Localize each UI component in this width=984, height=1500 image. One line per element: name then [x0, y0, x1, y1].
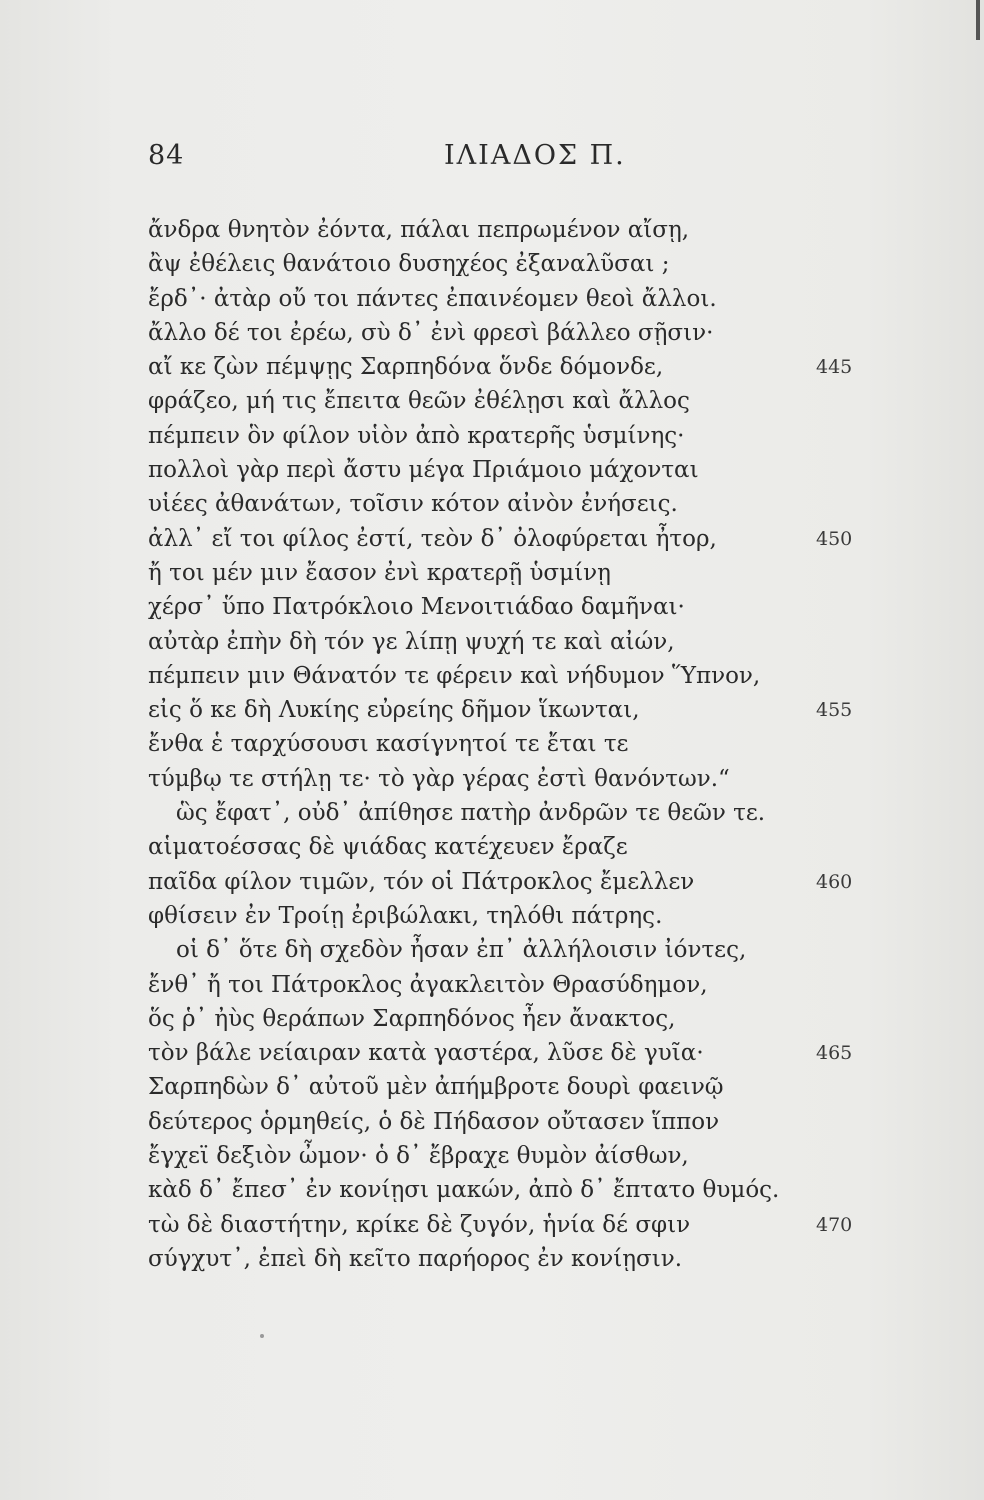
verse-line [148, 796, 868, 830]
verse-line [148, 487, 868, 521]
verse-line [148, 384, 868, 418]
line-number: 465 [816, 1042, 853, 1065]
verse-text: κὰδ δ᾽ ἔπεσ᾽ ἐν κονίῃσι μακών, ἀπὸ δ᾽ ἔπτατο θυμός. [148, 1177, 780, 1204]
verse-text: ἂψ ἐθέλεις θανάτοιο δυσηχέος ἐξαναλῦσαι ; [148, 251, 670, 278]
verse-text: ἤ τοι μέν μιν ἔασον ἐνὶ κρατερῇ ὑσμίνῃ [148, 559, 611, 586]
verse-line [148, 830, 868, 864]
verse-text: χέρσ᾽ ὕπο Πατρόκλοιο Μενοιτιάδαο δαμῆναι· [148, 594, 685, 621]
verse-text: ἔρδ᾽· ἀτὰρ οὔ τοι πάντες ἐπαινέομεν θεοὶ ἄλλοι. [148, 285, 717, 312]
verse-line [148, 1105, 868, 1139]
verse-line [148, 625, 868, 659]
verse-line [148, 693, 868, 727]
scan-edge-mark [976, 0, 980, 40]
verse-text: ἄνδρα θνητὸν ἐόντα, πάλαι πεπρωμένον αἴσῃ, [148, 217, 690, 243]
verse-line [148, 1036, 868, 1070]
verse-text: ὅς ῥ᾽ ἠὺς θεράπων Σαρπηδόνος ἦεν ἄνακτος, [148, 1005, 676, 1032]
verse-text: πέμπειν ὃν φίλον υἱὸν ἀπὸ κρατερῆς ὑσμίνης· [148, 422, 685, 449]
verse-text: εἰς ὅ κε δὴ Λυκίης εὐρείης δῆμον ἵκωνται, [148, 697, 640, 724]
verse-line [148, 1070, 868, 1104]
page-number: 84 [148, 140, 185, 171]
verse-line [148, 316, 868, 350]
verse-text: Σαρπηδὼν δ᾽ αὐτοῦ μὲν ἀπήμβροτε δουρὶ φαεινῷ [148, 1074, 724, 1101]
verse-text: ἔνθα ἑ ταρχύσουσι κασίγνητοί τε ἔται τε [148, 731, 629, 758]
verse-line [148, 727, 868, 761]
verse-line [148, 453, 868, 487]
verse-text: παῖδα φίλον τιμῶν, τόν οἱ Πάτροκλος ἔμελλεν [148, 868, 695, 895]
verse-line [148, 933, 868, 967]
line-number: 450 [816, 527, 853, 550]
verse-line [148, 350, 868, 384]
verse-text: σύγχυτ᾽, ἐπεὶ δὴ κεῖτο παρήορος ἐν κονίῃσιν. [148, 1245, 683, 1272]
verse-line [148, 282, 868, 316]
verse-line [148, 213, 868, 247]
verse-line [148, 556, 868, 590]
verse-text: φράζεο, μή τις ἔπειτα θεῶν ἐθέλῃσι καὶ ἄλλος [148, 388, 690, 415]
verse-line [148, 1242, 868, 1276]
line-number: 460 [816, 870, 853, 893]
verse-text: πολλοὶ γὰρ περὶ ἄστυ μέγα Πριάμοιο μάχονται [148, 457, 699, 484]
line-number: 445 [816, 356, 853, 379]
line-number: 455 [816, 699, 853, 722]
verse-text: δεύτερος ὁρμηθείς, ὁ δὲ Πήδασον οὔτασεν ἵππον [148, 1108, 720, 1135]
verse-text: ἔνθ᾽ ἤ τοι Πάτροκλος ἀγακλειτὸν Θρασύδημον, [148, 971, 708, 998]
verse-line [148, 247, 868, 281]
page-header [148, 140, 828, 180]
verse-block [148, 213, 868, 1276]
verse-line [148, 1208, 868, 1242]
verse-line [148, 590, 868, 624]
paper-speck [260, 1334, 264, 1338]
verse-text: αἱματοέσσας δὲ ψιάδας κατέχευεν ἔραζε [148, 834, 628, 861]
verse-line [148, 522, 868, 556]
verse-text: ἀλλ᾽ εἴ τοι φίλος ἐστί, τεὸν δ᾽ ὀλοφύρεται ἦτορ, [148, 525, 717, 552]
verse-line [148, 419, 868, 453]
verse-text: οἱ δ᾽ ὅτε δὴ σχεδὸν ἦσαν ἐπ᾽ ἀλλήλοισιν ἰόντες, [176, 937, 747, 964]
verse-line [148, 1002, 868, 1036]
verse-line [148, 762, 868, 796]
verse-text: φθίσειν ἐν Τροίῃ ἐριβώλακι, τηλόθι πάτρης. [148, 902, 663, 929]
verse-text: ἔγχεϊ δεξιὸν ὦμον· ὁ δ᾽ ἔβραχε θυμὸν ἀίσθων, [148, 1143, 689, 1170]
verse-text: πέμπειν μιν Θάνατόν τε φέρειν καὶ νήδυμον Ὕπνον, [148, 662, 761, 689]
verse-line [148, 1173, 868, 1207]
verse-line [148, 899, 868, 933]
verse-line [148, 659, 868, 693]
verse-text: τὼ δὲ διαστήτην, κρίκε δὲ ζυγόν, ἡνία δέ σφιν [148, 1211, 691, 1238]
verse-text: αἴ κε ζὼν πέμψῃς Σαρπηδόνα ὅνδε δόμονδε, [148, 354, 664, 381]
verse-text: τὸν βάλε νείαιραν κατὰ γαστέρα, λῦσε δὲ γυῖα· [148, 1040, 704, 1067]
verse-text: τύμβῳ τε στήλῃ τε· τὸ γὰρ γέρας ἐστὶ θανόντων.“ [148, 765, 730, 792]
running-title: ΙΛΙΑΔΟΣ Π. [444, 140, 626, 171]
line-number: 470 [816, 1213, 853, 1236]
verse-text: υἱέες ἀθανάτων, τοῖσιν κότον αἰνὸν ἐνήσεις. [148, 491, 678, 518]
verse-line [148, 865, 868, 899]
verse-text: ἄλλο δέ τοι ἐρέω, σὺ δ᾽ ἐνὶ φρεσὶ βάλλεο σῇσιν· [148, 319, 714, 346]
verse-line [148, 968, 868, 1002]
verse-line [148, 1139, 868, 1173]
verse-text: αὐτὰρ ἐπὴν δὴ τόν γε λίπῃ ψυχή τε καὶ αἰών, [148, 628, 675, 655]
verse-text: ὣς ἔφατ᾽, οὐδ᾽ ἀπίθησε πατὴρ ἀνδρῶν τε θεῶν τε. [176, 800, 766, 827]
